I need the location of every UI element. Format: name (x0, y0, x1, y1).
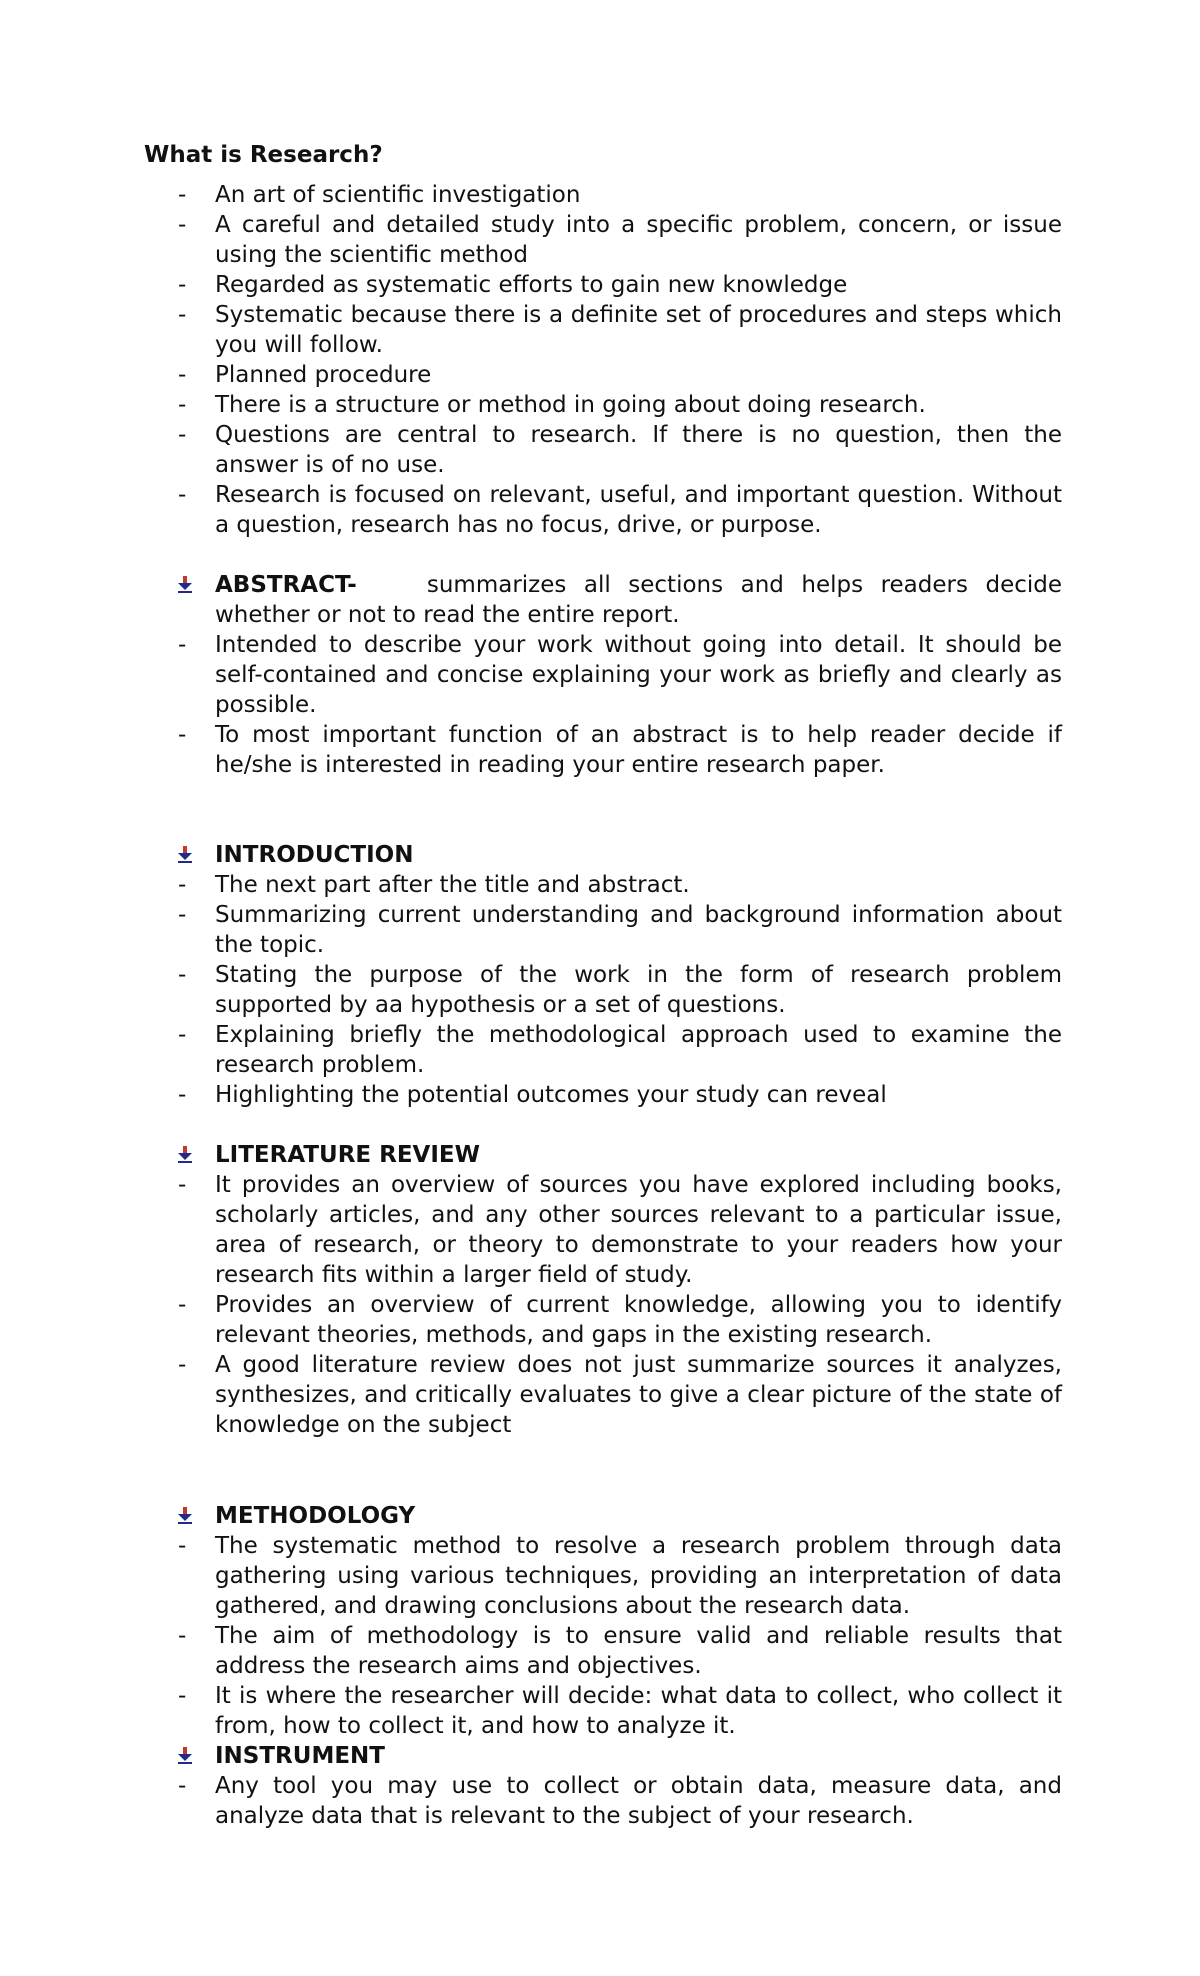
page-title: What is Research? (144, 142, 383, 168)
list-item: - Intended to describe your work without going into detail. It should be self-contained and concise explaining your work as briefly and clearly as possible. (144, 630, 1062, 720)
instrument-heading: INSTRUMENT (215, 1743, 385, 1769)
spacer (144, 1110, 1062, 1140)
down-arrow-bullet-icon (178, 846, 192, 864)
list-item: - To most important function of an abstract is to help reader decide if he/she is interested in reading your entire research paper. (144, 720, 1062, 780)
list-item: - Planned procedure (144, 360, 1062, 390)
list-item: - Provides an overview of current knowledge, allowing you to identify relevant theories, methods, and gaps in the existing research. (144, 1290, 1062, 1350)
methodology-section-heading (144, 1501, 1062, 1531)
instrument-section-heading (144, 1741, 1062, 1771)
spacer (144, 780, 1062, 840)
instrument-list (144, 1771, 1062, 1831)
list-item: - Summarizing current understanding and background information about the topic. (144, 900, 1062, 960)
introduction-section-heading (144, 840, 1062, 870)
list-item: - It provides an overview of sources you have explored including books, scholarly articles, and any other sources relevant to a particular issue, area of research, or theory to demonstrate to your readers how your research fits within a larger field of study. (144, 1170, 1062, 1290)
list-item: - Stating the purpose of the work in the form of research problem supported by aa hypothesis or a set of questions. (144, 960, 1062, 1020)
introduction-list (144, 870, 1062, 1110)
abstract-description: summarizes all sections and helps readers decide whether or not to read the entire report. (215, 572, 1063, 628)
list-item: - Regarded as systematic efforts to gain new knowledge (144, 270, 1062, 300)
abstract-list (144, 630, 1062, 780)
down-arrow-bullet-icon (178, 1507, 192, 1525)
list-item: - Questions are central to research. If there is no question, then the answer is of no use. (144, 420, 1062, 480)
list-item: - Systematic because there is a definite set of procedures and steps which you will follow. (144, 300, 1062, 360)
down-arrow-bullet-icon (178, 576, 192, 594)
spacer (144, 1440, 1062, 1501)
down-arrow-bullet-icon (178, 1747, 192, 1765)
abstract-heading: ABSTRACT- (215, 572, 357, 598)
literature-review-section-heading (144, 1140, 1062, 1170)
research-definition-list (144, 180, 1062, 540)
introduction-heading: INTRODUCTION (215, 842, 414, 868)
list-item: - It is where the researcher will decide: what data to collect, who collect it from, how to collect it, and how to analyze it. (144, 1681, 1062, 1741)
list-item: - Any tool you may use to collect or obtain data, measure data, and analyze data that is relevant to the subject of your research. (144, 1771, 1062, 1831)
list-item: - Explaining briefly the methodological approach used to examine the research problem. (144, 1020, 1062, 1080)
list-item: - The systematic method to resolve a research problem through data gathering using various techniques, providing an interpretation of data gathered, and drawing conclusions about the research data. (144, 1531, 1062, 1621)
list-item: - A careful and detailed study into a specific problem, concern, or issue using the scientific method (144, 210, 1062, 270)
list-item: - A good literature review does not just summarize sources it analyzes, synthesizes, and critically evaluates to give a clear picture of the state of knowledge on the subject (144, 1350, 1062, 1440)
list-item: - The next part after the title and abstract. (144, 870, 1062, 900)
spacer (144, 540, 1062, 570)
methodology-heading: METHODOLOGY (215, 1503, 416, 1529)
list-item: - Research is focused on relevant, useful, and important question. Without a question, research has no focus, drive, or purpose. (144, 480, 1062, 540)
list-item: - The aim of methodology is to ensure valid and reliable results that address the research aims and objectives. (144, 1621, 1062, 1681)
methodology-list (144, 1531, 1062, 1741)
list-item: - An art of scientific investigation (144, 180, 1062, 210)
list-item: - There is a structure or method in going about doing research. (144, 390, 1062, 420)
abstract-section-heading (144, 570, 1062, 630)
list-item: - Highlighting the potential outcomes your study can reveal (144, 1080, 1062, 1110)
literature-review-heading: LITERATURE REVIEW (215, 1142, 480, 1168)
down-arrow-bullet-icon (178, 1146, 192, 1164)
literature-review-list (144, 1170, 1062, 1440)
